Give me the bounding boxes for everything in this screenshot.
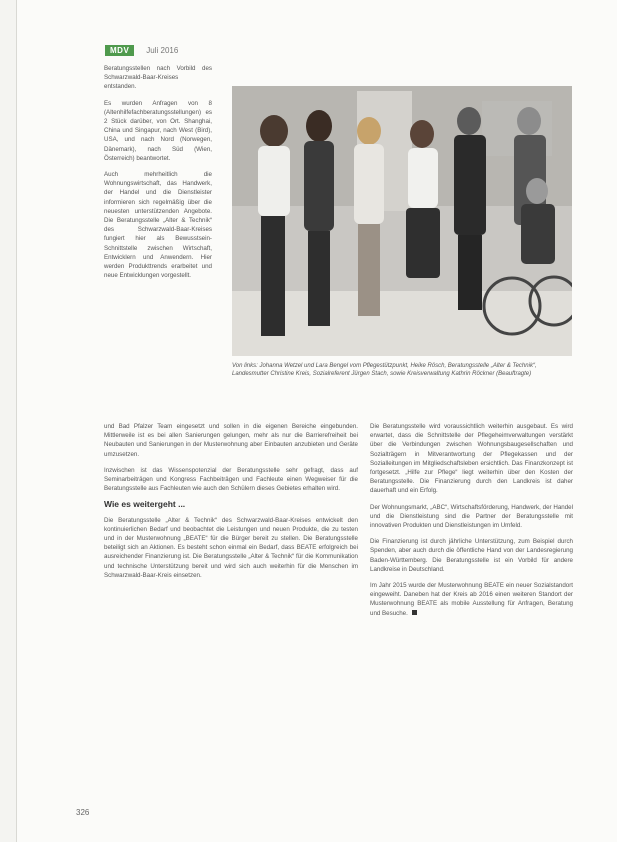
section-heading: Wie es weitergeht ... — [104, 499, 186, 510]
group-photo-illustration — [232, 86, 572, 356]
publication-logo: MDV — [105, 45, 134, 56]
right-paragraph: Die Beratungsstelle wird voraussichtlich weiterhin ausgebaut. Es wird erwartet, dass die Schnittstelle der Pflegeheimverwaltungen verstärkt über die Verbindungen zwischen Wohnungsbaugesellschaften und Sozialträgern in Mitverantwortung der Pflegekassen und der Sozialleitungen im Mitgliedschaftsleben ersichtlich. Das Finanzkonzept ist fortgesetzt. „Hilfe zur Pflege“ liegt weiterhin über den Kosten der Beratungsstelle. Die Finanzierung durch den Landkreis ist daher dauerhaft und ein Erfolg. — [370, 423, 573, 495]
left-paragraph: Beratungsstellen nach Vorbild des Schwarzwald-Baar-Kreises entstanden. — [104, 65, 212, 91]
right-column — [370, 422, 573, 625]
main-paragraph: Inzwischen ist das Wissenspotenzial der Beratungsstelle sehr gefragt, dass auf Seminarbeiträgen und Kongress Fachbeiträgen und Fachleute einen Wegweiser für die Beratungsstelle aus Fachleuten wie auch den Schülern dieses Gebietes erhalten wird. — [104, 466, 358, 493]
group-photo — [232, 86, 572, 356]
closing-paragraph: Im Jahr 2015 wurde der Musterwohnung BEATE ein neuer Sozialstandort eingeweiht. Daneben hat der Kreis ab 2016 einen weiteren Standort der Musterwohnung BEATE als mobile Ausstellung für Anfragen, Beratung und Besuche. — [370, 582, 573, 617]
left-column — [104, 64, 212, 287]
main-paragraph: und Bad Pfalzer Team eingesetzt und sollen in die eigenen Bereiche eingebunden. Mittlerweile ist es bei allen Sanierungen gelungen, mehr als nur die Barrierefreiheit bei Neubauten und Sanierungen in der Musterwohnung aber Einbauten anzubieten und Geräte umzusetzen. — [104, 423, 358, 458]
issue-date: Juli 2016 — [146, 45, 179, 55]
right-paragraph — [370, 581, 573, 618]
left-paragraph: Auch mehrheitlich die Wohnungswirtschaft, das Handwerk, der Handel und die Dienstleister informieren sich regelmäßig über die neuesten unterstützenden Angebote. Die Beratungsstelle „Alter & Technik“ des Schwarzwald-Baar-Kreises fungiert hier als Bewusstsein-Schnittstelle zwischen Wirtschaft, Entwicklern und Anwendern. Hier werden Produkttrends erarbeitet und neue Entwicklungen vorgestellt. — [104, 171, 212, 280]
main-paragraph: Die Beratungsstelle „Alter & Technik“ des Schwarzwald-Baar-Kreises entwickelt den kontinuierlichen Bedarf und beobachtet die Leistungen und neuen Produkte, die zu testen und in der Musterwohnung „BEATE“ für die Bürger bereit zu stellen. Die Beratungsstelle beteiligt sich an Aktionen. Es besteht schon einmal ein Bedarf, dass BEATE erfolgreich bei ausreichender Finanzierung ist. Die Beratungsstelle „Alter & Technik“ für die Kommunikation und technische Unterstützung bereit und wird sich auch weiterhin für die Menschen im Schwarzwald-Baar-Kreis einsetzen. — [104, 516, 358, 579]
right-paragraph: Der Wohnungsmarkt, „ABC“, Wirtschaftsförderung, Handwerk, der Handel und die Dienstleistung sind die Partner der Beratungsstelle mit innovativen Produkten und Dienstleistungen im Umfeld. — [370, 503, 573, 530]
article-end-mark — [412, 610, 417, 615]
page-header — [105, 44, 178, 56]
left-paragraph: Es wurden Anfragen von 8 (Altenhilfefachberatungsstellungen) es 2 Stück darüber, von Ort. Shanghai, China und Singapur, nach West (Bird), USA, und nach Nord (Norwegen, Dänemark), nach Süd (Wien, Österreich) beantwortet. — [104, 99, 212, 162]
right-paragraph: Die Finanzierung ist durch jährliche Unterstützung, zum Beispiel durch Spenden, aber auch durch die öffentliche Hand von der Landesregierung Baden-Württemberg. Die Beratungsstelle ist ein Vorbild für andere Landkreise in Deutschland. — [370, 538, 573, 573]
photo-caption: Von links: Johanna Wetzel und Lara Bengel vom Pflegestützpunkt, Heike Rösch, Beratungsstelle „Alter & Technik“, Landesmutter Christine Kreis, Sozialreferent Jürgen Stach, sowie Kreisverwaltung Kathrin Röckner (Beauftragte) — [232, 363, 537, 378]
main-column — [104, 422, 358, 587]
page-number: 326 — [76, 808, 90, 817]
